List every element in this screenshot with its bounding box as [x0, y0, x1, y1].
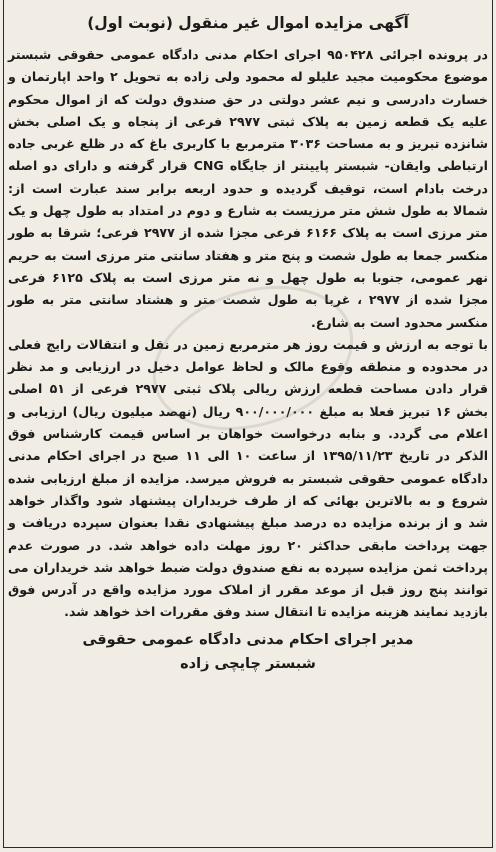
- notice-frame: [3, 0, 493, 848]
- signature-title: مدیر اجرای احکام مدنی دادگاه عمومی حقوقی: [82, 631, 414, 648]
- notice-paragraph-auction-terms: با توجه به ارزش و قیمت روز هر مترمربع زمین در نقل و انتقالات رایج فعلی در محدوده و منطقه وقوع مالک و لحاظ عوامل دخیل در ارزیابی و مد نظر قرار دادن مساحت قطعه ارزش ریالی پلاک ثبتی ۲۹۷۷ فرعی از ۵۱ اصلی بخش ۱۶ تبریز فعلا به مبلغ ۹۰۰/۰۰۰/۰۰۰ ریال (نهصد میلیون ریال) ارزیابی و اعلام می گردد. و بنابه درخواست خواهان بر اساس قیمت کارشناس فوق الذکر در تاریخ ۱۳۹۵/۱۱/۲۳ از ساعت ۱۰ الی ۱۱ صبح در اجرای احکام مدنی دادگاه عمومی حقوقی شبستر به فروش میرسد. مزایده از مبلغ ارزیابی شده شروع و به بالاترین بهائی که از طرف خریداران پیشنهاد شود واگذار خواهد شد و از برنده مزایده ده درصد مبلغ پیشنهادی نقدا بعنوان سپرده دریافت و جهت پرداخت مابقی حداکثر ۲۰ روز مهلت داده خواهد شد. در صورت عدم پرداخت ثمن مزایده سپرده به نفع صندوق دولت ضبط خواهد شد خریداران می توانند پنج روز قبل از موعد مقرر از املاک مورد مزایده واقع در آدرس فوق بازدید نمایند هزینه مزایده تا انتقال سند وفق مقررات اخذ خواهد شد.: [8, 336, 489, 620]
- signature-name: شبستر چایچی زاده: [180, 655, 316, 672]
- notice-paragraph-property: در پرونده اجرائی ۹۵۰۴۲۸ اجرای احکام مدنی دادگاه عمومی حقوقی شبستر موضوع محکومیت مجید علیلو له محمود ولی زاده به تحویل ۲ واحد اپارتمان و خسارت دادرسی و نیم عشر دولتی در حق صندوق دولت که از اموال محکوم علیه یک قطعه زمین به پلاک ثبتی ۲۹۷۷ فرعی از پنجاه و یک اصلی بخش شانزده تبریز و به مساحت ۳۰۳۶ مترمربع با کاربری باغ که در ظلع غربی جاده ارتباطی وایقان- شبستر پایینتر از جایگاه CNG قرار گرفته و دارای دو اصله درخت بادام است، توقیف گردیده و حدود اربعه برابر سند عبارت است از: شمالا به طول شش متر مرزیست به شارع و دوم در امتداد به طول چهل و یک متر مرزی است به پلاک ۶۱۶۶ فرعی مجزا شده از ۲۹۷۷ فرعی؛ شرقا به طور منکسر جمعا به طول شصت و پنج متر و هفتاد سانتی متر مرزی است به حریم نهر عمومی، جنوبا به طول چهل و نه متر مرزی است به پلاک ۶۱۲۵ فرعی مجزا شده از ۲۹۷۷ ، غربا به طول شصت متر و هشتاد سانتی متر به طور منکسر محدود است به شارع.: [8, 47, 488, 330]
- notice-title: آگهی مزایده اموال غیر منقول (نوبت اول): [87, 14, 409, 32]
